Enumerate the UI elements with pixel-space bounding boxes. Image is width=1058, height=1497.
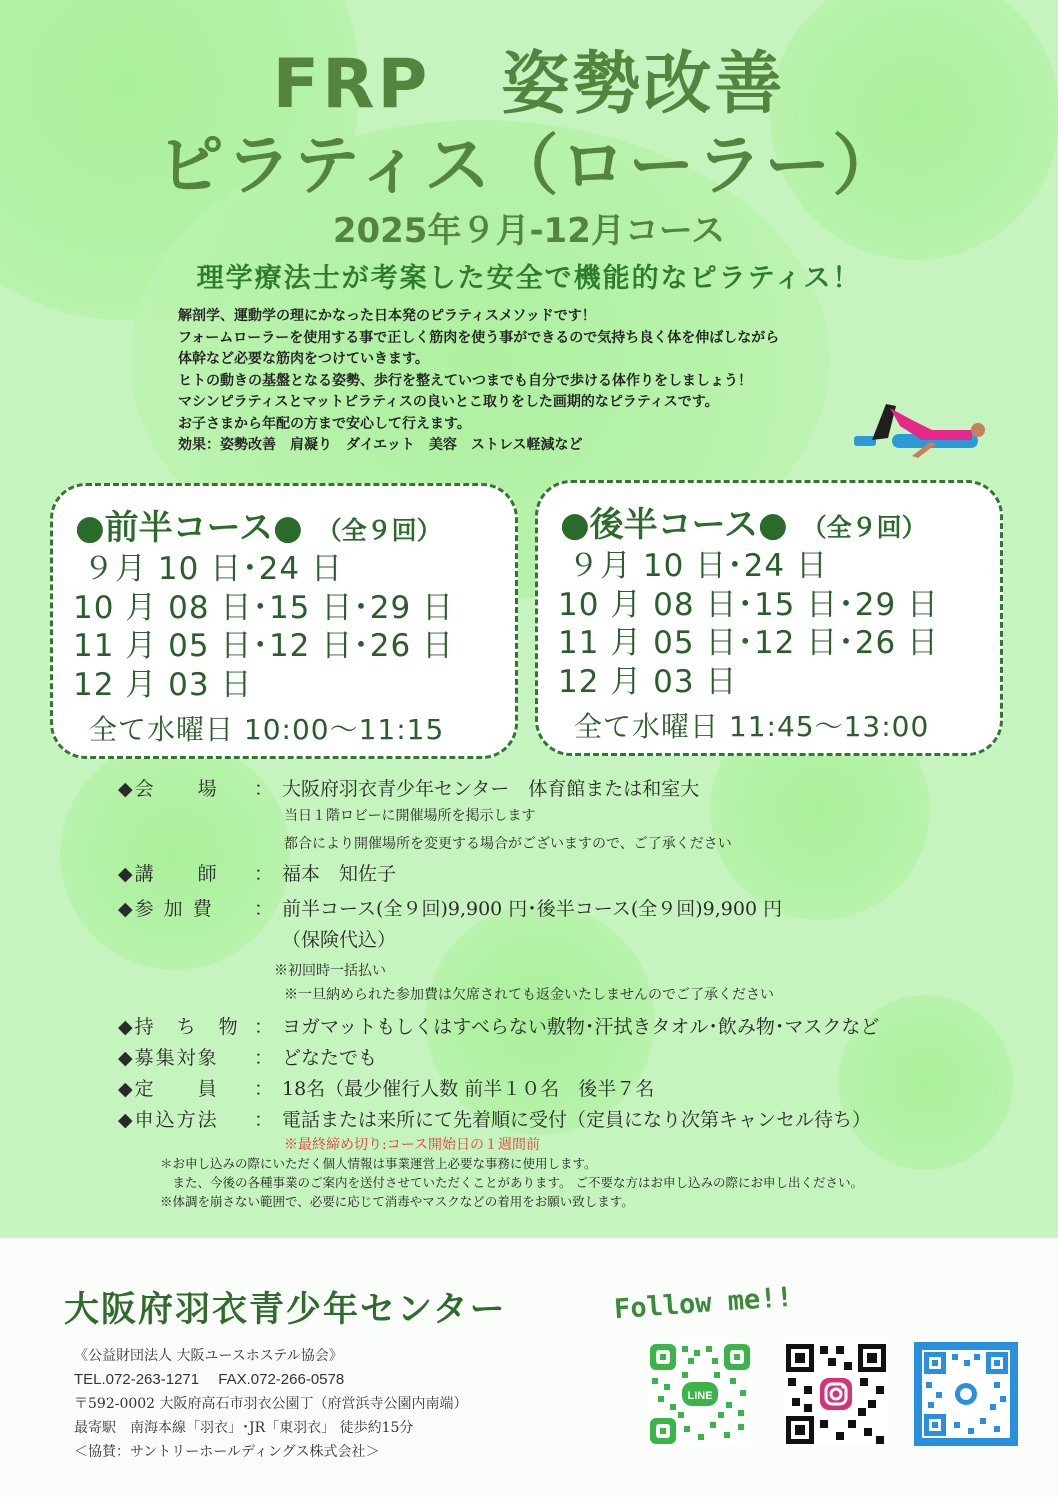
follow-me-text: Follow me!! (613, 1281, 794, 1326)
fee-value: 前半コース(全９回)9,900 円･後半コース(全９回)9,900 円 (282, 898, 783, 920)
tel-fax[interactable]: TEL.072-263-1271 FAX.072-266-0578 (74, 1371, 345, 1388)
colon: ： (254, 863, 274, 885)
venue-note: 都合により開催場所を変更する場合がございますので、ご了承ください (284, 836, 732, 852)
intro-line: 体幹など必要な筋肉をつけていきます。 (178, 351, 429, 367)
colon: ： (254, 778, 274, 800)
colon: ： (254, 1109, 274, 1131)
note-line: ＊お申し込みの際にいただく個人情報は事業運営上必要な事務に使用します。 (160, 1156, 597, 1171)
fee-note: ※一旦納められた参加費は欠席されても返金いたしませんのでご了承ください (284, 987, 774, 1003)
apply-row (118, 1105, 1018, 1132)
capacity-label: ◆定 員 (118, 1078, 219, 1100)
colon: ： (254, 1078, 274, 1100)
date-line: ９月 10 日･24 日 (568, 548, 828, 584)
colon: ： (254, 1016, 274, 1038)
date-line: 11 月 05 日･12 日･26 日 (558, 625, 940, 661)
colon: ： (254, 1047, 274, 1069)
line-qr-label: LINE (687, 1390, 713, 1402)
fee-insurance (118, 925, 1018, 952)
venue-note: 当日１階ロビーに開催場所を掲示します (284, 808, 536, 824)
capacity-value: 18名（最少催行人数 前半１０名 後半７名 (282, 1078, 655, 1100)
sponsor: ＜協賛：サントリーホールディングス株式会社＞ (74, 1444, 380, 1460)
apply-value: 電話または来所にて先着順に受付（定員になり次第キャンセル待ち） (282, 1109, 872, 1131)
note-line: また、今後の各種事業のご案内を送付させていただくことがあります。 ご不要な方はお申し込みの際にお申し出ください。 (160, 1175, 863, 1190)
course-title: ●前半コース● (75, 508, 303, 548)
date-line: 11 月 05 日･12 日･26 日 (73, 628, 455, 664)
intro-line: ヒトの動きの基盤となる姿勢、歩行を整えていつまでも自分で歩ける体作りをしましょう！ (178, 372, 752, 389)
venue-label: ◆会 場 (118, 778, 219, 800)
address: 〒592-0002 大阪府高石市羽衣公園丁（府営浜寺公園内南端） (74, 1396, 468, 1412)
target-row (118, 1043, 1018, 1070)
deadline-note: ※最終締め切り:コース開始日の１週間前 (284, 1137, 541, 1153)
fee-label: ◆参 加 費 (118, 898, 214, 920)
intro-line: お子さまから年配の方まで安心して行えます。 (178, 415, 471, 432)
intro-line: 解剖学、運動学の理にかなった日本発のピラティスメソッドです！ (178, 308, 596, 324)
course-time: 全て水曜日 11:45～13:00 (574, 710, 930, 743)
course-heading (560, 497, 927, 546)
date-line: 10 月 08 日･15 日･29 日 (73, 589, 455, 626)
fee-insurance-text: （保険代込） (282, 929, 397, 951)
course-count: （全９回） (316, 516, 442, 545)
association-name: 《公益財団法人 大阪ユースホステル協会》 (74, 1348, 343, 1364)
apply-label: ◆申込方法 (118, 1109, 219, 1131)
date-line: 12 月 03 日 (73, 666, 253, 703)
catchphrase: 理学療法士が考案した安全で機能的なピラティス！ (196, 263, 862, 294)
date-line: 10 月 08 日･15 日･29 日 (558, 586, 940, 623)
second-half-course-box (535, 480, 1003, 756)
footer (0, 1238, 1058, 1497)
intro-line: 効果：姿勢改善 肩凝り ダイエット 美容 ストレス軽減など (178, 437, 583, 453)
line-qr-code-icon[interactable] (648, 1342, 752, 1446)
intro-line: フォームローラーを使用する事で正しく筋肉を使う事ができるので気持ち良く体を伸ばしながら (178, 329, 780, 346)
intro-text (178, 306, 898, 457)
title-line-1: FRP 姿勢改善 (272, 45, 786, 124)
pilates-roller-illustration (852, 396, 992, 460)
contact-info (74, 1344, 468, 1464)
website-qr-code-icon[interactable] (914, 1342, 1018, 1446)
course-dates (73, 550, 454, 704)
course-title: ●後半コース● (560, 505, 788, 545)
target-value: どなたでも (282, 1047, 378, 1069)
course-period: 2025年９月-12月コース (332, 211, 726, 251)
items-label: ◆持 ち 物 (118, 1016, 240, 1038)
org-name: 大阪府羽衣青少年センター (64, 1290, 507, 1330)
intro-line: マシンピラティスとマットピラティスの良いとこ取りをした画期的なピラティスです。 (178, 394, 719, 410)
instructor-label: ◆講 師 (118, 863, 219, 885)
instructor-row (118, 859, 1018, 886)
event-info (118, 774, 1018, 1154)
venue-value: 大阪府羽衣青少年センター 体育館または和室大 (282, 778, 700, 800)
first-half-course-box (50, 483, 518, 759)
items-value: ヨガマットもしくはすべらない敷物･汗拭きタオル･飲み物･マスクなど (282, 1016, 880, 1038)
venue-row (118, 774, 1018, 801)
course-heading (75, 500, 442, 549)
title-line-2: ピラティス（ローラー） (157, 127, 901, 204)
instructor-value: 福本 知佐子 (282, 863, 397, 885)
course-time: 全て水曜日 10:00～11:15 (89, 713, 445, 746)
note-line: ※体調を崩さない範囲で、必要に応じて消毒やマスクなどの着用をお願い致します。 (160, 1194, 634, 1209)
privacy-notes (160, 1154, 863, 1211)
colon: ： (254, 898, 274, 920)
items-row (118, 1012, 1018, 1039)
date-line: 12 月 03 日 (558, 663, 738, 700)
instagram-qr-code-icon[interactable] (784, 1342, 888, 1446)
fee-row (118, 894, 1018, 921)
nearest-station: 最寄駅 南海本線「羽衣」･JR「東羽衣」 徒歩約15分 (74, 1420, 414, 1436)
course-count: （全９回） (801, 513, 927, 542)
target-label: ◆募集対象 (118, 1047, 219, 1069)
fee-note: ※初回時一括払い (274, 963, 386, 979)
capacity-row (118, 1074, 1018, 1101)
course-dates (558, 547, 939, 701)
date-line: ９月 10 日･24 日 (83, 551, 343, 587)
